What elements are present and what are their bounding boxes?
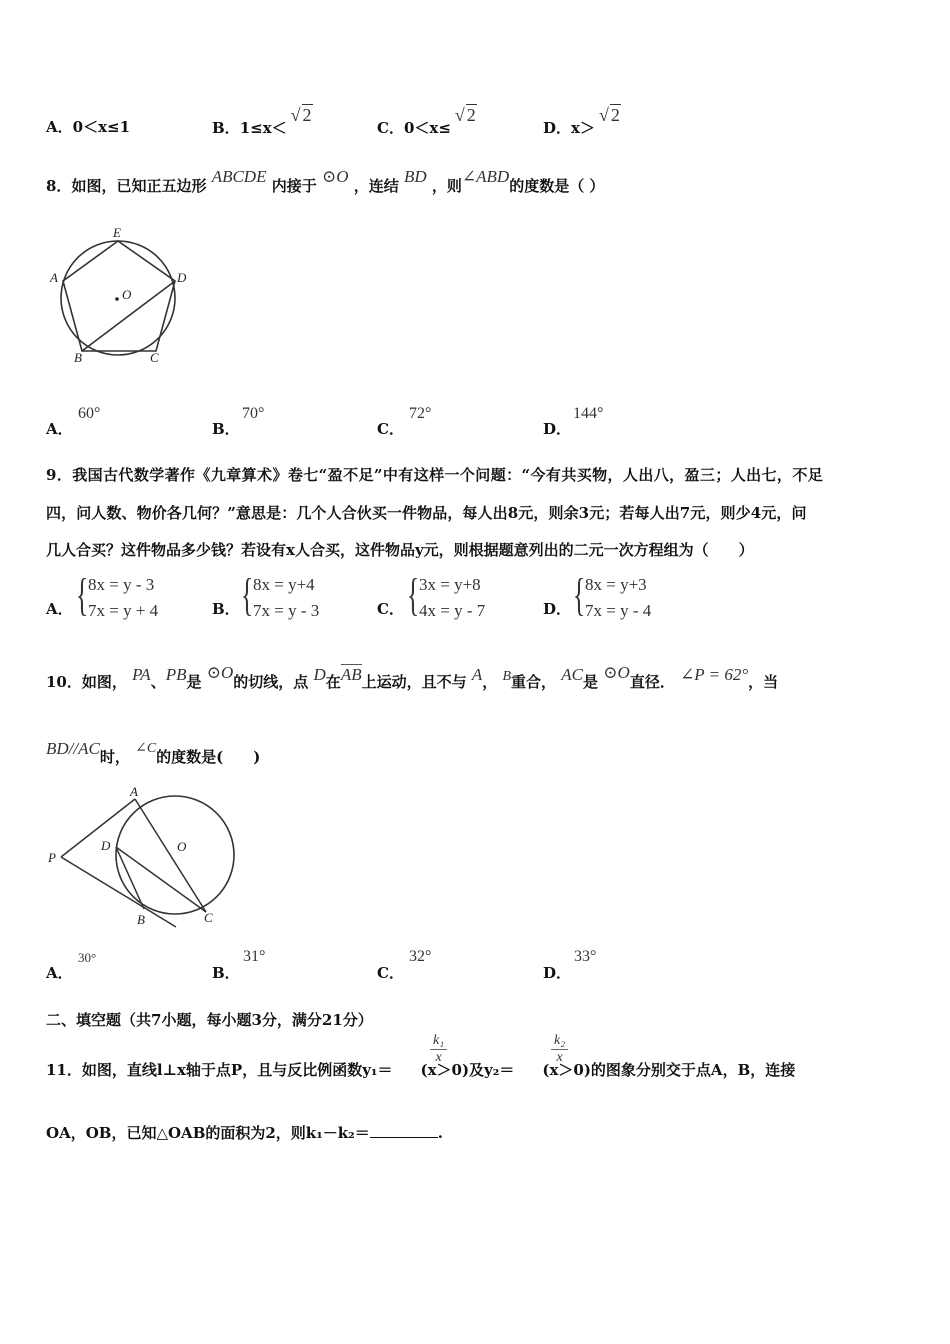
brace: { (76, 569, 89, 620)
stem-text: 如图，已知正五边形 (71, 177, 207, 195)
stem-text: (x＞0)的图象分别交于点A，B，连接 (542, 1061, 796, 1079)
pentagon-figure (44, 224, 194, 366)
q10-option-a (46, 962, 73, 983)
option-text: 0＜x≤ (403, 119, 451, 137)
math-angle-p: ∠P = 62° (680, 665, 749, 684)
math-circle-o: ⊙O (321, 167, 349, 186)
radicand: 2 (610, 105, 620, 125)
q9-stem-line-3: 几人合买？这件物品多少钱？若设有x人合买，这件物品y元，则根据题意列出的二元一次方程组为（ ） (46, 541, 754, 559)
option-label: A． (46, 964, 73, 982)
q8-option-a (46, 418, 73, 439)
label-c: C (150, 350, 159, 365)
q8-stem (46, 167, 605, 196)
center-point (115, 297, 119, 301)
stem-text: 、 (150, 673, 166, 691)
stem-text: (x＞0)及y₂＝ (420, 1061, 515, 1079)
radicand: 2 (466, 105, 476, 125)
q8-option-b-value: 70° (242, 405, 265, 422)
equation-2: 7x = y - 3 (253, 601, 320, 620)
q9-system-a (88, 572, 158, 624)
option-label: A． (46, 420, 73, 438)
math-arc-ab: AB (340, 665, 362, 684)
stem-text: 的度数是（ ） (509, 177, 605, 195)
q10-option-a-value: 30° (78, 950, 97, 965)
stem-text: 11．如图，直线l⊥x轴于点P，且与反比例函数y₁＝ (46, 1061, 393, 1079)
math-b: B (502, 669, 512, 684)
q10-stem-line-2 (46, 739, 261, 767)
option-label: B． (212, 119, 240, 137)
label-p: P (48, 850, 56, 865)
q10-option-d (543, 962, 571, 983)
q8-option-d (543, 418, 571, 439)
stem-text: 内接于 (271, 177, 317, 195)
stem-text: OA，OB，已知△OAB的面积为2，则k₁－k₂＝ (46, 1124, 370, 1142)
option-label: B． (212, 420, 240, 438)
section-heading: 二、填空题（共7小题，每小题3分，满分21分） (46, 1011, 373, 1029)
option-label: C． (377, 600, 404, 618)
equation-2: 7x = y + 4 (88, 601, 159, 620)
sqrt-expression: √ 2 (598, 105, 620, 125)
sqrt-expression: √ 2 (290, 105, 312, 125)
option-label: D． (543, 964, 572, 982)
q10-stem-line-1 (46, 663, 779, 692)
label-e: E (113, 225, 121, 240)
circle-o (116, 796, 234, 914)
stem-text: 重合， (511, 673, 557, 691)
option-label: C． (377, 420, 404, 438)
q7-option-d (543, 105, 621, 138)
stem-text: 是 (583, 673, 599, 691)
equation-1: 3x = y+8 (419, 575, 481, 594)
stem-text: 直径． (629, 673, 675, 691)
stem-text: ，连结 (353, 177, 399, 195)
question-number: 10．如图， (46, 673, 127, 691)
stem-text: 在 (325, 673, 341, 691)
numerator: k₂ (551, 1033, 568, 1050)
radicand: 2 (302, 105, 312, 125)
q11-stem-line-2 (46, 1122, 443, 1143)
math-a: A (471, 665, 483, 684)
q9-system-d (585, 572, 651, 624)
segment-dc (116, 847, 206, 912)
option-label: D． (543, 600, 572, 618)
q7-option-c (377, 105, 477, 138)
answer-blank[interactable] (370, 1123, 438, 1138)
stem-end: . (437, 1124, 443, 1142)
option-label: A． (46, 600, 73, 618)
fraction-k2-over-x (551, 1033, 568, 1066)
math-angle-abd: ∠ABD (461, 167, 510, 186)
label-b: B (74, 350, 82, 365)
q8-option-a-value: 60° (78, 405, 101, 422)
q9-option-b (212, 598, 240, 619)
q9-option-c (377, 598, 404, 619)
q8-option-d-value: 144° (573, 405, 604, 422)
q9-stem-line-2: 四，问人数、物价各几何？”意思是：几个人合伙买一件物品，每人出8元，则余3元；若每人出7元，则少4元，问 (46, 504, 807, 522)
option-label: C． (377, 119, 404, 137)
q10-option-c (377, 962, 404, 983)
tangent-figure (44, 784, 244, 930)
q11-stem-line-1 (46, 1059, 795, 1080)
label-b: B (137, 912, 145, 927)
option-label: D． (543, 420, 572, 438)
stem-text: 时， (99, 748, 130, 766)
equation-1: 8x = y+4 (253, 575, 315, 594)
stem-text: 的切线，点 (233, 673, 309, 691)
math-angle-c: ∠C (135, 741, 157, 756)
option-text: 0＜x≤1 (72, 118, 131, 136)
sqrt-expression: √ 2 (454, 105, 476, 125)
equation-1: 8x = y+3 (585, 575, 647, 594)
math-bd: BD (403, 167, 427, 186)
equation-2: 4x = y - 7 (419, 601, 486, 620)
label-c: C (204, 910, 213, 925)
option-label: B． (212, 964, 240, 982)
numerator: k₁ (430, 1033, 447, 1050)
brace: { (241, 569, 254, 620)
question-number: 8． (46, 177, 72, 195)
label-a: A (130, 784, 138, 799)
option-text: 1≤x＜ (239, 119, 287, 137)
q10-option-c-value: 32° (409, 948, 432, 965)
q8-option-b (212, 418, 240, 439)
math-pa: PA (132, 665, 151, 684)
stem-text: ，当 (748, 673, 779, 691)
option-label: D． (543, 119, 572, 137)
option-label: B． (212, 600, 240, 618)
option-label: A． (46, 118, 73, 136)
stem-text: ，则 (431, 177, 462, 195)
math-circle-o: ⊙O (206, 663, 234, 682)
denominator: x (556, 1050, 563, 1065)
math-circle-o-2: ⊙O (603, 663, 630, 682)
stem-text: 是 (186, 673, 202, 691)
q10-option-b (212, 962, 240, 983)
q9-system-c (419, 572, 485, 624)
math-pentagon: ABCDE (211, 167, 267, 186)
stem-text: ， (482, 673, 498, 691)
tangent-pa (61, 799, 135, 857)
tangent-pb (61, 857, 176, 927)
q9-option-d (543, 598, 571, 619)
q8-option-c (377, 418, 404, 439)
diameter-ac (135, 799, 206, 912)
label-o: O (122, 287, 132, 302)
label-a: A (50, 270, 58, 285)
option-text: x＞ (571, 119, 595, 137)
q7-option-a (46, 116, 130, 137)
label-d: D (177, 270, 187, 285)
stem-text: 的度数是( ) (156, 748, 261, 766)
q9-stem-line-1: 9．我国古代数学著作《九章算术》卷七“盈不足”中有这样一个问题：“今有共买物，人出八，盈三；人出七，不足 (46, 466, 824, 484)
q10-option-b-value: 31° (243, 948, 266, 965)
q9-system-b (253, 572, 319, 624)
q7-option-b (212, 105, 313, 138)
q9-option-a (46, 598, 73, 619)
equation-2: 7x = y - 4 (585, 601, 652, 620)
math-ac: AC (561, 665, 584, 684)
brace: { (407, 569, 420, 620)
equation-1: 8x = y - 3 (88, 575, 155, 594)
math-d: D (313, 665, 326, 684)
denominator: x (435, 1050, 442, 1065)
q8-option-c-value: 72° (409, 405, 432, 422)
brace: { (573, 569, 586, 620)
option-label: C． (377, 964, 404, 982)
stem-text: 上运动，且不与 (361, 673, 467, 691)
math-pb: PB (165, 665, 187, 684)
q10-option-d-value: 33° (574, 948, 597, 965)
math-bd-parallel-ac: BD//AC (46, 739, 100, 758)
fraction-k1-over-x (430, 1033, 447, 1066)
label-d: D (101, 838, 111, 853)
label-o: O (177, 839, 187, 854)
